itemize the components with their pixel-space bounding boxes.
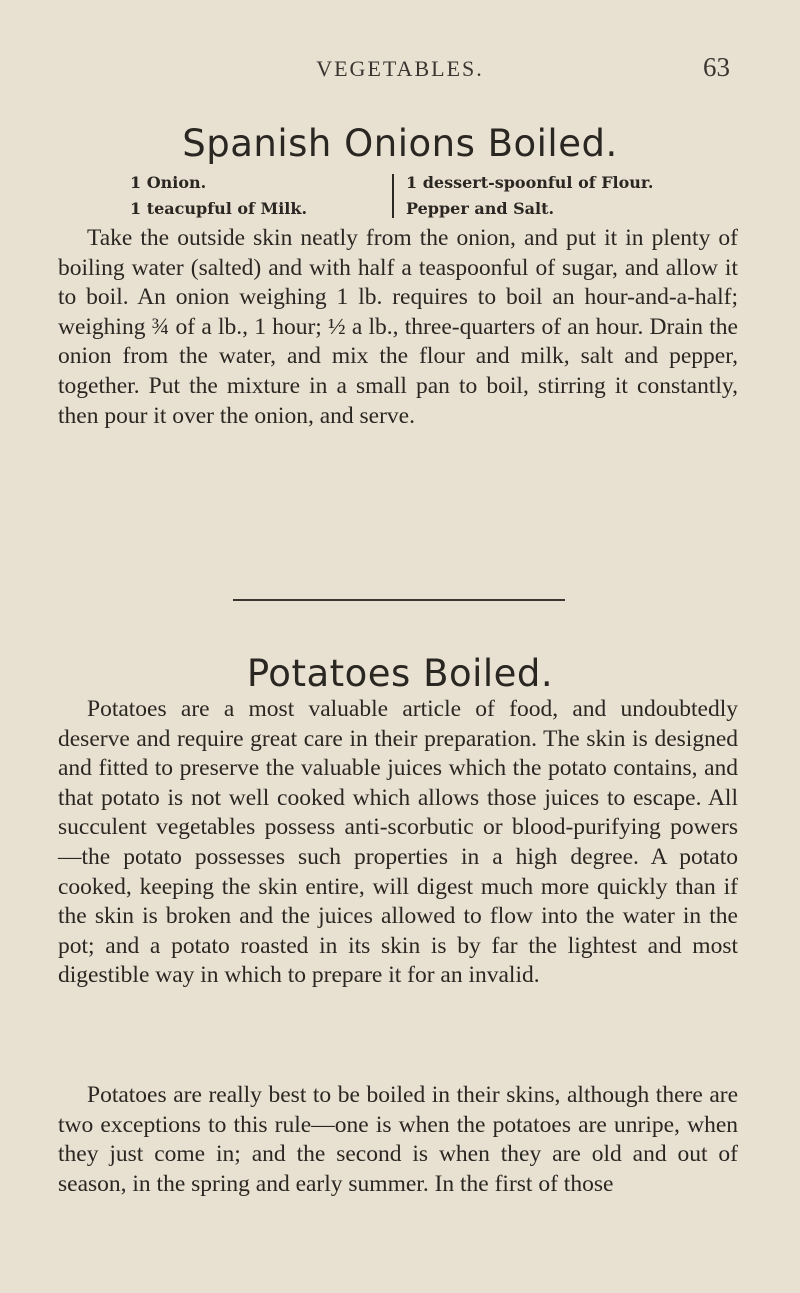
running-title: VEGETABLES. bbox=[316, 56, 484, 81]
ingredients-left-column bbox=[130, 170, 307, 222]
ingredients-divider bbox=[392, 174, 394, 218]
recipe-title-potatoes: Potatoes Boiled. bbox=[246, 652, 554, 695]
ingredient-item: 1 dessert-spoonful of Flour. bbox=[406, 173, 654, 192]
onion-instructions-paragraph: Take the outside skin neatly from the onion, and put it in plenty of boiling water (salted) and with half a teaspoonful of sugar, and allow it to boil. An onion weighing 1 lb. requires to boil an hour-and-a-half; weighing ¾ of a lb., 1 hour; ½ a lb., three-quarters of an hour. Drain the onion from the water, and mix the flour and milk, salt and pepper, together. Put the mixture in a small pan to boil, stirring it constantly, then pour it over the onion, and serve. bbox=[58, 225, 738, 429]
potato-paragraph-2: Potatoes are really best to be boiled in their skins, although there are two exceptions to this rule—one is when the potatoes are unripe, when they just come in; and the second is when they are old and out of season, in the spring and early summer. In the first of those bbox=[58, 1082, 738, 1197]
ingredient-item: 1 Onion. bbox=[130, 173, 207, 192]
running-head bbox=[0, 44, 800, 84]
recipe-title-spanish-onions: Spanish Onions Boiled. bbox=[182, 122, 618, 165]
ingredients-right-column bbox=[406, 170, 653, 222]
section-separator-rule bbox=[233, 599, 565, 601]
page-number: 63 bbox=[703, 52, 730, 82]
ingredient-item: Pepper and Salt. bbox=[406, 199, 555, 218]
ingredient-item: 1 teacupful of Milk. bbox=[130, 199, 308, 218]
potato-paragraph-1: Potatoes are a most valuable article of food, and undoubtedly deserve and require great care in their preparation. The skin is designed and fitted to preserve the valuable juices which the potato contains, and that potato is not well cooked which allows those juices to escape. All succulent vegetables possess anti-scorbutic or blood-purifying powers—the potato possesses such properties in a high degree. A potato cooked, keeping the skin entire, will digest much more quickly than if the skin is broken and the juices allowed to flow into the water in the pot; and a potato roasted in its skin is by far the lightest and most digestible way in which to prepare it for an invalid. bbox=[58, 696, 738, 989]
ingredients-list bbox=[130, 170, 690, 222]
